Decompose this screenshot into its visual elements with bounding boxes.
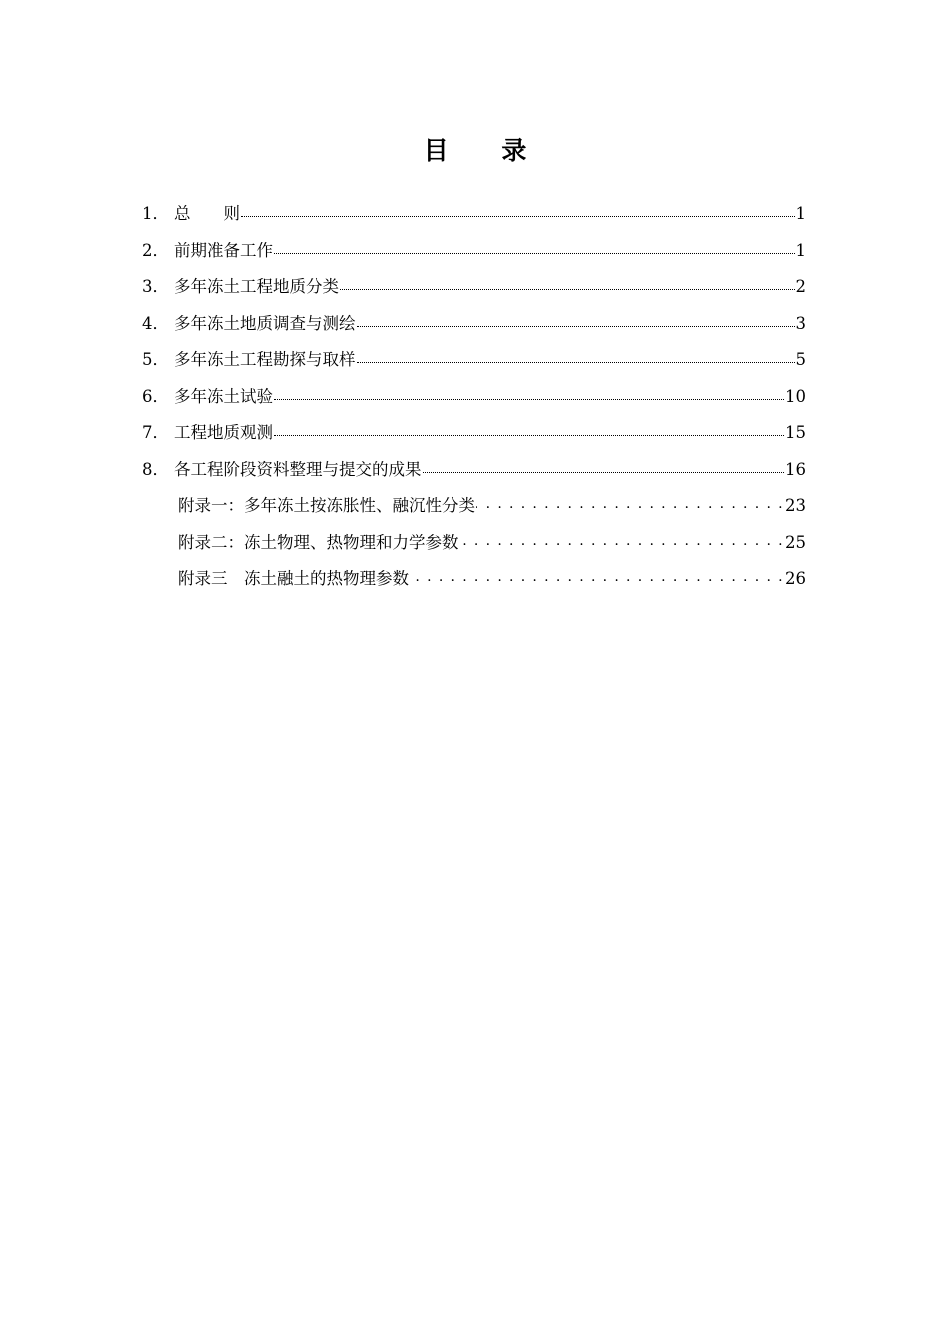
toc-entry-page: 10 [785, 386, 806, 406]
toc-entry-page: 16 [785, 459, 806, 479]
toc-entry[interactable] [142, 452, 806, 489]
dot-leader [357, 347, 795, 367]
toc-appendix-label: 附录二：冻土物理、热物理和力学参数 [178, 532, 459, 552]
toc-appendix-entry[interactable] [142, 525, 806, 562]
toc-appendix-page: 23 [785, 496, 806, 515]
dot-leader [460, 530, 785, 550]
toc-entry[interactable] [142, 342, 806, 379]
dot-leader [274, 238, 795, 258]
toc-entry-number: 4． [142, 313, 169, 333]
dot-leader [357, 311, 795, 331]
toc-appendix-label: 附录一：多年冻土按冻胀性、融沉性分类 [178, 496, 475, 515]
toc-entry-number: 1． [142, 204, 169, 223]
toc-title: 目 录 [423, 136, 549, 165]
toc-entry-page: 1 [795, 204, 806, 223]
toc-appendix-entry[interactable] [142, 488, 806, 525]
toc-entry-number: 2． [142, 240, 169, 260]
table-of-contents [142, 196, 806, 598]
toc-entry-label: 多年冻土工程勘探与取样 [174, 350, 356, 369]
toc-entry-page: 15 [785, 423, 806, 442]
toc-entry[interactable] [142, 233, 806, 270]
dot-leader [340, 274, 795, 294]
toc-entry-label: 前期准备工作 [174, 240, 273, 260]
toc-entry[interactable] [142, 306, 806, 343]
toc-entry[interactable] [142, 196, 806, 233]
toc-entry-label: 多年冻土试验 [174, 386, 273, 406]
toc-entry[interactable] [142, 269, 806, 306]
toc-entry-label: 工程地质观测 [174, 423, 273, 442]
toc-entry-label: 总 则 [174, 204, 240, 223]
dot-leader [274, 384, 784, 404]
toc-entry-number: 5． [142, 350, 169, 369]
dot-leader [274, 420, 784, 440]
toc-entry-page: 1 [795, 240, 806, 260]
toc-entry-label: 多年冻土工程地质分类 [174, 277, 339, 296]
toc-entry-page: 5 [795, 350, 806, 369]
toc-entry-number: 6． [142, 386, 169, 406]
toc-entry[interactable] [142, 415, 806, 452]
toc-appendix-label: 附录三 冻土融土的热物理参数 [178, 569, 409, 588]
toc-appendix-entry[interactable] [142, 561, 806, 598]
toc-entry-number: 8． [142, 459, 169, 479]
dot-leader [476, 493, 784, 513]
toc-entry-label: 各工程阶段资料整理与提交的成果 [174, 459, 422, 479]
toc-entry-number: 7． [142, 423, 169, 442]
toc-entry-number: 3． [142, 277, 169, 296]
dot-leader [423, 457, 785, 477]
toc-entry-page: 3 [795, 313, 806, 333]
toc-appendix-page: 25 [785, 532, 806, 552]
toc-entry-page: 2 [795, 277, 806, 296]
dot-leader [410, 566, 784, 586]
toc-entry-label: 多年冻土地质调查与测绘 [174, 313, 356, 333]
toc-appendix-page: 26 [785, 569, 806, 588]
toc-entry[interactable] [142, 379, 806, 416]
dot-leader [241, 201, 795, 221]
